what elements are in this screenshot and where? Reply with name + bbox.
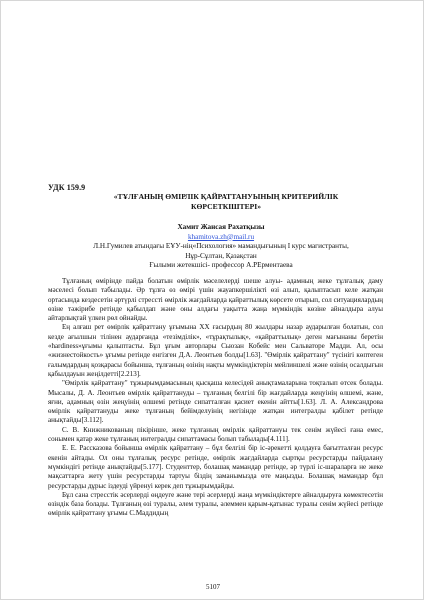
author-name: Хамит Жансая Рахатқызы <box>177 223 265 231</box>
author-email-link[interactable]: khamitova.zh@mail.ru <box>187 232 255 241</box>
author-supervisor: Ғылыми жетекшісі- профессор А.РЕрментаева <box>149 261 293 270</box>
body-text <box>48 277 383 519</box>
page-number: 5107 <box>206 583 220 591</box>
author-affiliation: Л.Н.Гумилев атындағы ЕҰУ-нің«Психология» мамандығының I курс магистранты, <box>93 242 349 251</box>
paragraph: С. В. Книжникованың пікірінше, жеке тұлғаның өмірлік қайраттануы тек сенім жүйесі ғана емес, сонымен қатар жеке тұлғаның интегралды сипаттамасы болып табылады[4.111]. <box>48 425 383 444</box>
udk-code: УДК 159.9 <box>48 183 86 192</box>
title-line-1: «ТҰЛҒАНЫҢ ӨМІРЛІК ҚАЙРАТТАНУЫНЫҢ КРИТЕРИЙЛІК <box>113 192 339 201</box>
title-line-2: КӨРСЕТКІШТЕРІ» <box>190 202 262 211</box>
author-city: Нұр-Сұлтан, Қазақстан <box>185 251 257 260</box>
author-block <box>41 223 401 271</box>
paragraph: Ең алғаш рет өмірлік қайраттану ұғымына XX ғасырдың 80 жылдары назар аударылған болатын, сол кезде ағылшын тілінен аударғанда «тезімділік», «тұрақтылық», «қайраттылық» деген мағынаны беретін «hardiness»ұғымы қалыптасты. Бұл ұғым авторлары Сьюзан Кобейс мен Сальваторе Мадди. Ал, осы «жизнестойкость» ұғымы ретінде енгізген Д.А. Леонтьев болды[1.63]. "Өмірлік қайраттану" түсінігі көптеген ғалымдардың қозқарасы бойынша, тұлғаның өзінің нақты мүмкіндіктерін мейлиншелі және өзінің осалдығын қабылдауын жеңілдетті[2.213]. <box>48 323 383 378</box>
paper-title <box>61 192 391 212</box>
paragraph: "Өмірлік қайраттану" тұжырымдамасының қысқаша келесідей анықтамаларына тоқталып өтсек болады. Мысалы, Д. А. Леонтьев өмірлік қайраттануды – тұлғаның белгілі бір жағдайларда жеңуінің өлшемі, және, яғни, адамның өзін жеңуінің өлшемі ретінде сипатталған қасиет екенін айтты[1.63]. Л. А. Александрова өмірлік қайраттануды жеке тұлғаның бейімделуінің негізінде жатқан интегралды қабілет ретінде анықтайды[3.112]. <box>48 379 383 425</box>
paragraph: Бұл сана стресстік әсерлерді өңдеуге және тері әсерлерді жаңа мүмкіндіктерге айналдыруға көмектесетін өзіндік база болады. Тұлғаның өзі туралы, әлем туралы, әлеммен қарым-қатынас туралы сенім жүйесі ретінде өмірлік қайраттану ұғымы С.Маддидың <box>48 490 383 518</box>
paragraph: Тұлғаның өмірінде пайда болатын өмірлік мәселелерді шеше алуы- адамның жеке тұлғалық даму мәселесі болып табылады. Әр тұлға өз өмірі үшін жауапкершілікті өзі алып, қалыптасып келе жатқан ортасында кездесетін әртүрлі стрессті өмірлік жағдайларда қайраттылық көрсете отырып, сол ситуациялардың өзіне тәжірибе ретінде қабылдап және оны алдағы уақытта жаңа мүмкіндік көзіне айналдыра алуы айтарлықтай үлкен рөл ойнайды. <box>48 277 383 323</box>
paragraph: Е. Е. Рассказова бойынша өмірлік қайраттану – бұл белгілі бір іс-әрекетті қолдауға бағытталған ресурс екенін айтады. Ол оны тұлғалық ресурс ретінде, өмірлік жағдайларда сыртқы ресурстарды пайдалану мүмкіндігі ретінде анықтайды[5.177]. Студенттер, болашақ мамандар ретінде, әр түрлі іс-шараларға не жеке мақсаттарға жету үшін ресурстарды тартуы біздің заманымызда өте маңызды. Болашақ мамандар бұл ресурстарды дұрыс іздеуді үйренуі керек деп тұжырымдайды. <box>48 444 383 490</box>
